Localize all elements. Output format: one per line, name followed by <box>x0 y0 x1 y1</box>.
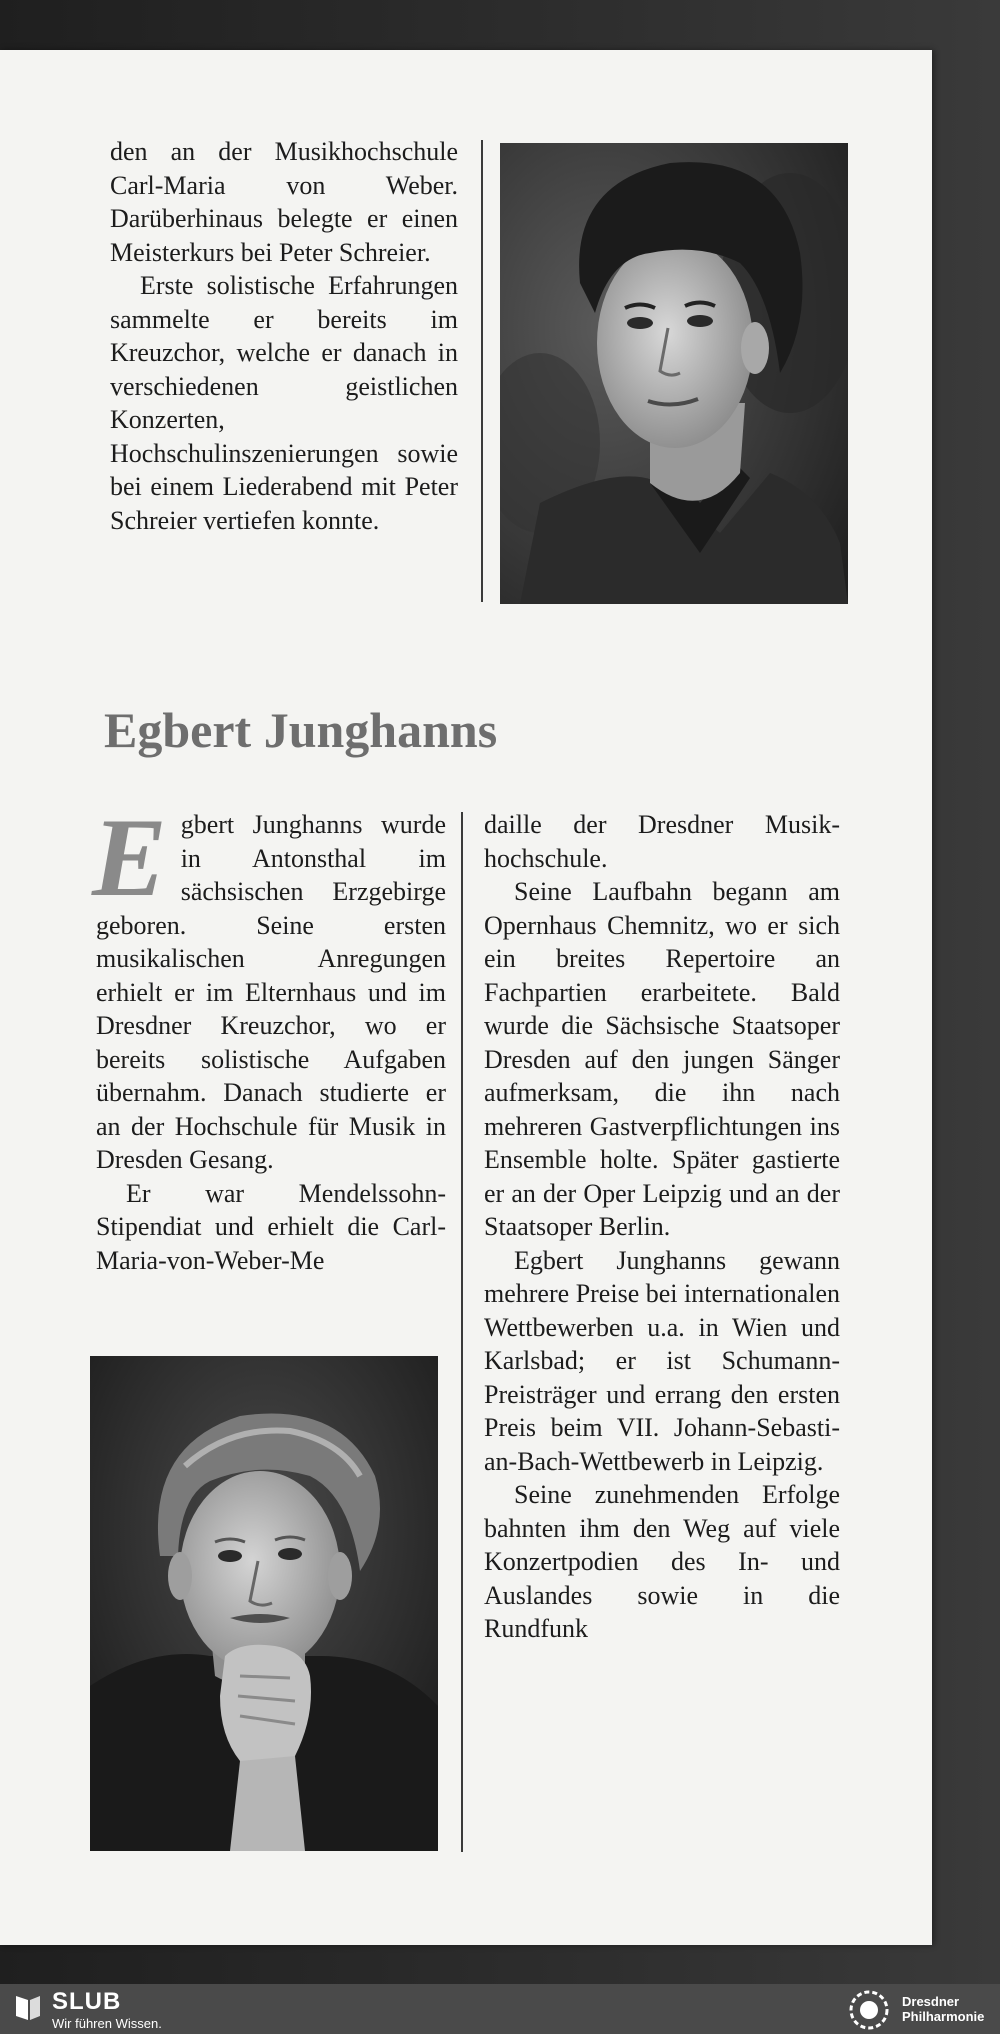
portrait-young-singer-photo <box>500 143 848 604</box>
slub-book-icon <box>14 1992 42 2022</box>
philharmonie-name-line-2: Philharmonie <box>902 2009 985 2024</box>
article-heading: Egbert Junghanns <box>104 702 498 758</box>
slub-logo-name: SLUB <box>52 1988 122 2015</box>
right-paragraph-2: Seine Laufbahn begann am Opernhaus Chemnitz, wo er sich ein breites Repertoire an Fachpartien erarbeitete. Bald wurde die Sächsische Staatsoper Dresden auf den jungen Sänger aufmerksam, die ihn nach mehreren Gastverpflichtungen ins Ensemble holte. Später gastierte er an der Oper Leipzig und an der Staatsoper Berlin. <box>484 877 840 1241</box>
drop-cap: E <box>92 796 167 920</box>
right-text-column <box>484 808 840 1646</box>
right-paragraph-4: Seine zunehmenden Erfolge bahnten ihm den Weg auf viele Konzertpodien des In- und Auslandes sowie in die Rundfunk <box>484 1480 840 1643</box>
philharmonie-logo-name <box>902 1994 998 2024</box>
top-paragraph-1: den an der Musikhochschule Carl-Maria von Weber. Darüberhinaus belegte er einen Meisterkurs bei Peter Schreier. <box>110 137 458 267</box>
top-text-column <box>110 135 458 537</box>
top-paragraph-2: Erste solistische Erfahrungen sammelte er bereits im Kreuzchor, welche er danach in verschiedenen geistlichen Konzerten, Hochschulinszenierungen sowie bei einem Liederabend mit Peter Schreier vertiefen konnte. <box>110 271 458 535</box>
right-paragraph-3: Egbert Junghanns gewann mehrere Preise bei internationalen Wettbewerben u.a. in Wien und Karlsbad; er ist Schumann-Preisträger und errang den ersten Preis beim VII. Johann-Sebastian-Bach-Wettbewerb in Leipzig. <box>484 1245 840 1476</box>
portrait-egbert-junghanns-photo <box>90 1356 438 1851</box>
column-divider-main <box>461 812 463 1852</box>
footer-bar <box>0 1984 1000 2034</box>
left-paragraph-1: gbert Junghanns wurde in Antonsthal im sächsischen Erzgebirge geboren. Seine ersten musikalischen Anregungen erhielt er im Elternhaus und im Dresdner Kreuzchor, wo er bereits solistische Aufgaben übernahm. Danach studierte er an der Hochschule für Musik in Dresden Gesang. <box>96 810 446 1174</box>
left-paragraph-2: Er war Mendelssohn-Stipendiat und erhielt die Carl-Maria-von-Weber-Me <box>96 1178 446 1275</box>
portrait-young-singer-image <box>500 143 848 604</box>
left-text-column <box>92 796 446 1277</box>
portrait-egbert-junghanns-image <box>90 1356 438 1851</box>
column-divider-top <box>481 140 483 602</box>
philharmonie-emblem-icon <box>843 1988 895 2032</box>
right-paragraph-1: daille der Dresdner Musikhochschule. <box>484 810 840 873</box>
slub-tagline: Wir führen Wissen. <box>52 2016 162 2031</box>
philharmonie-name-line-1: Dresdner <box>902 1994 960 2009</box>
